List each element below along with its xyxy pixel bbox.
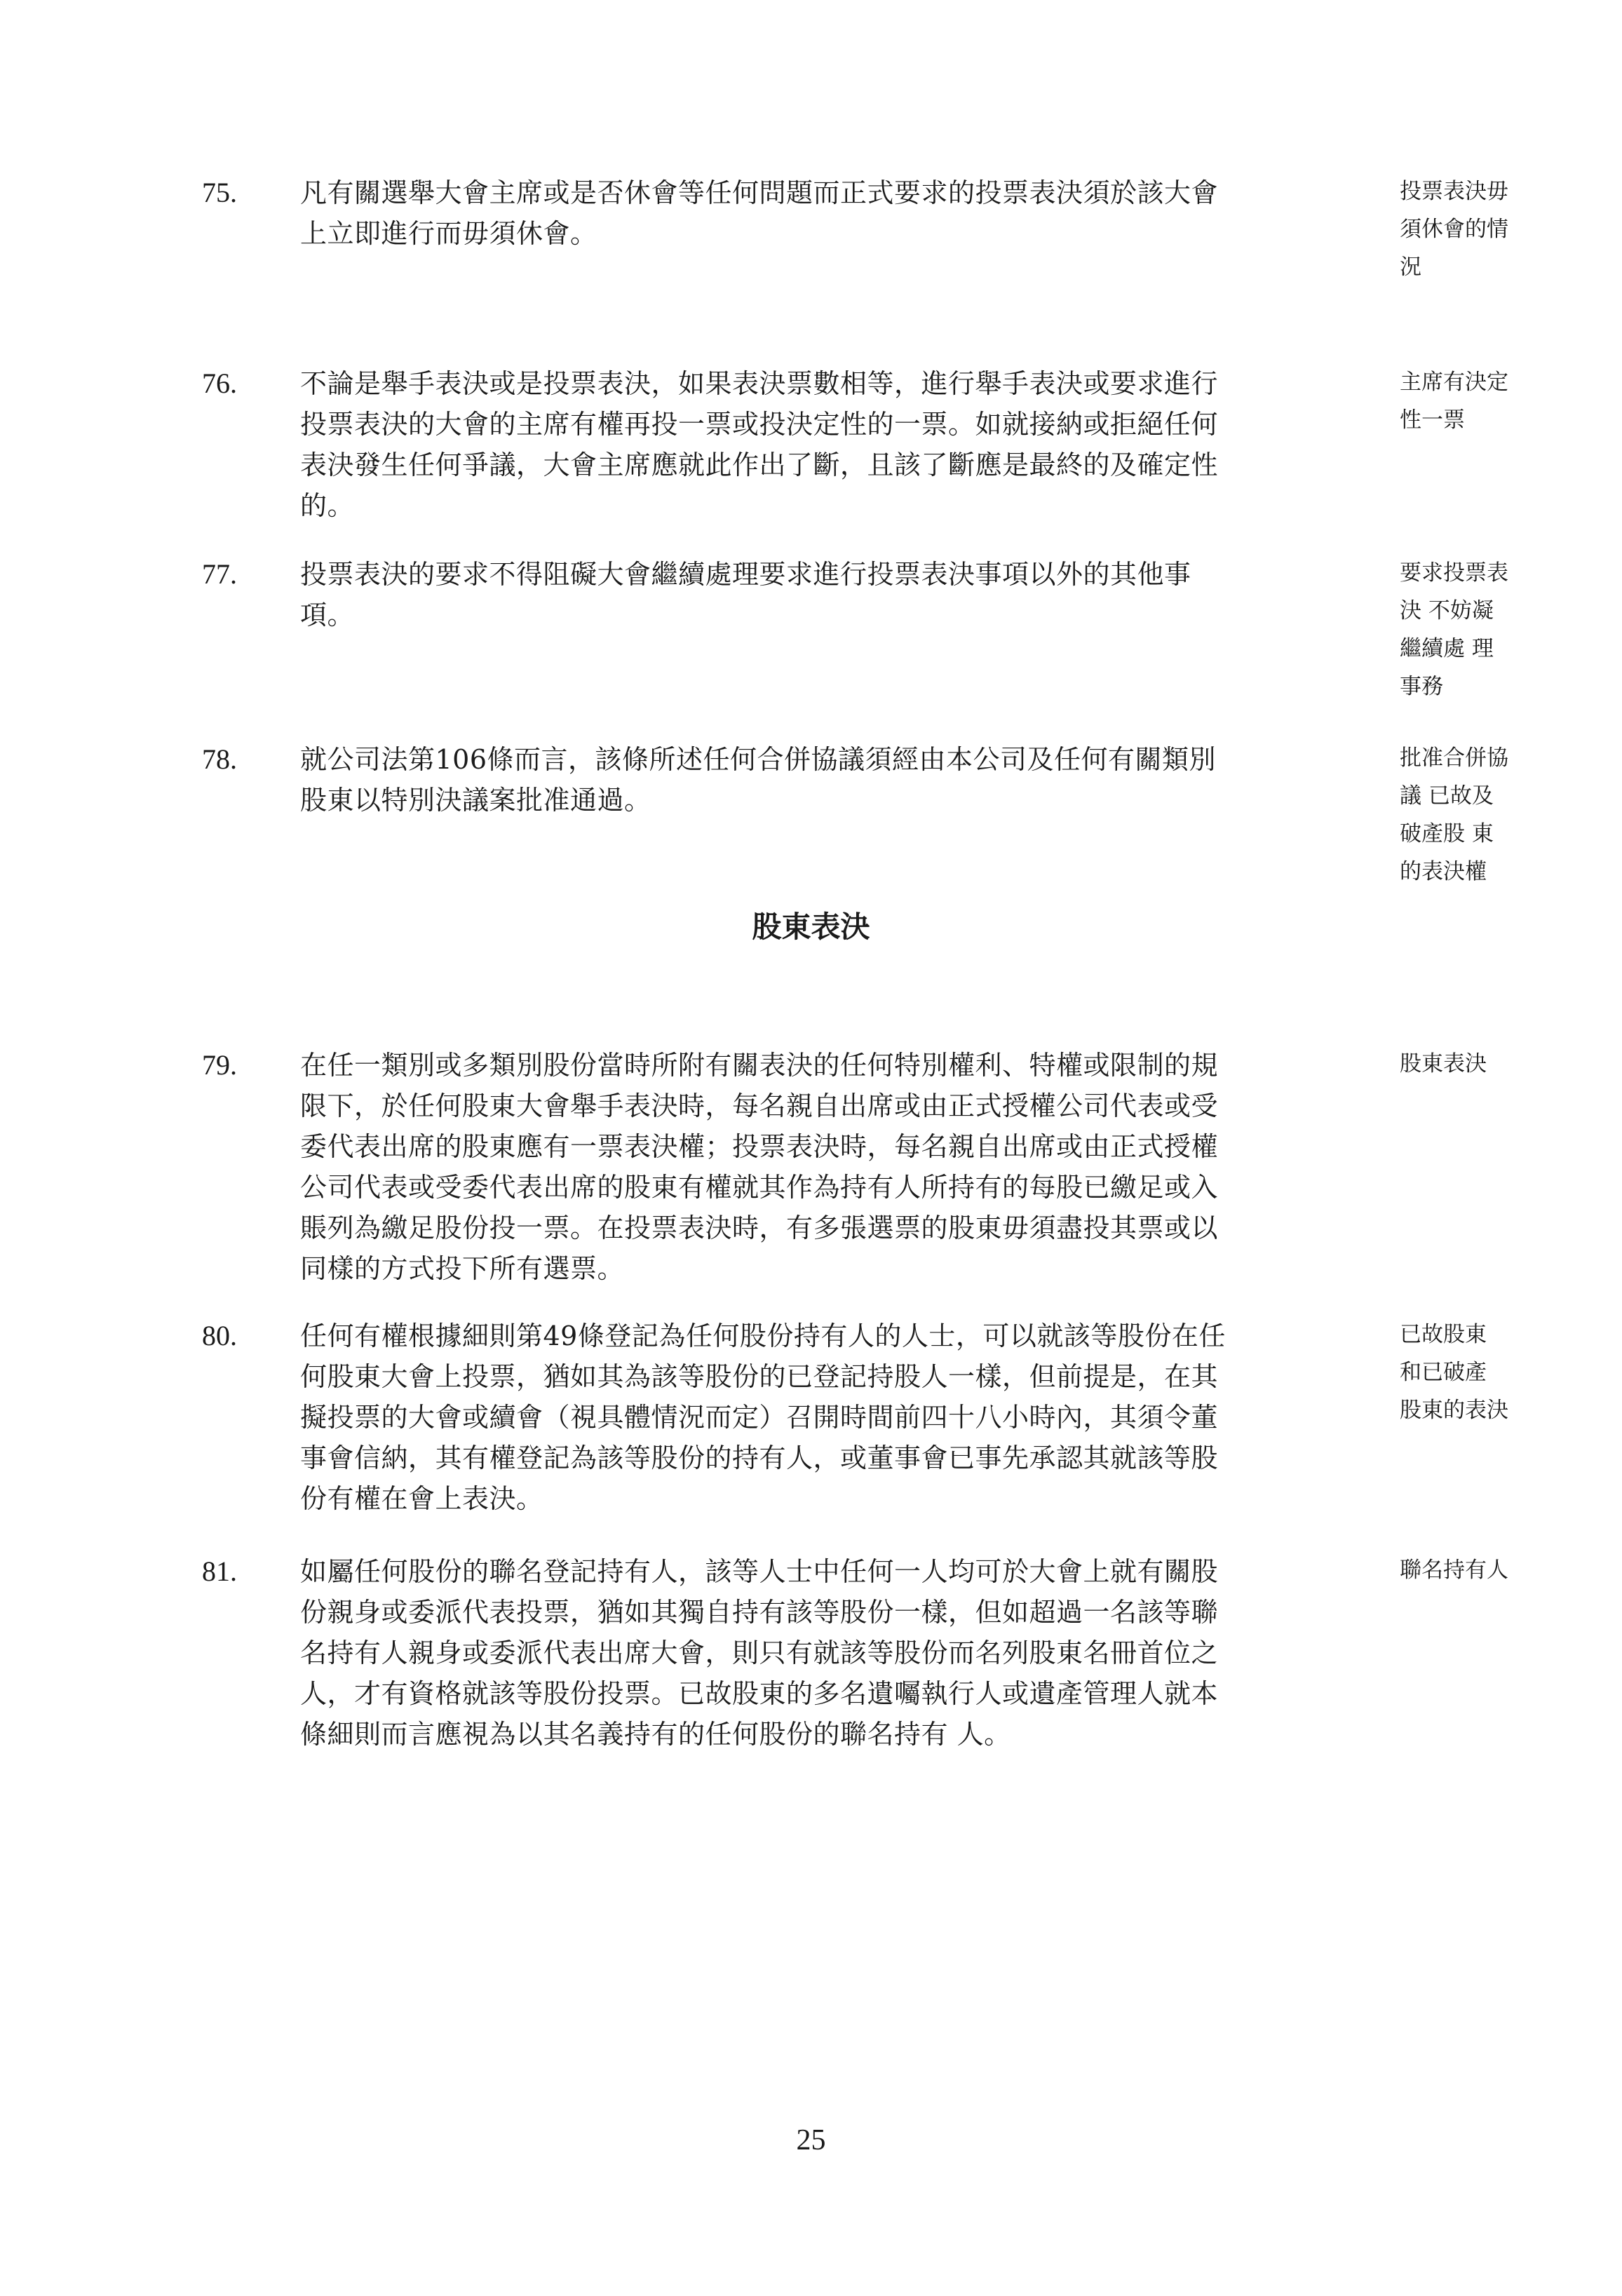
margin-note-line: 的表決權 [1400,859,1487,884]
clause-line: 份有權在會上表決。 [300,1483,543,1514]
margin-note-line: 批准合併協 [1400,745,1508,771]
margin-note [1400,554,1561,705]
clause-number: 75. [202,177,237,208]
clause-line: 擬投票的大會或續會（視具體情況而定）召開時間前四十八小時內，其須令董 [300,1402,1219,1433]
clause-line: 任何有權根據細則第49條登記為任何股份持有人的人士，可以就該等股份在任 [300,1321,1226,1351]
clause-line: 的。 [300,490,355,521]
section-heading: 股東表決 [752,910,870,944]
clause-number: 78. [202,743,237,775]
clause-text [300,363,1352,526]
margin-note-line: 聯名持有人 [1400,1558,1508,1583]
clause-line: 賬列為繳足股份投一票。在投票表決時，有多張選票的股東毋須盡投其票或以 [300,1213,1219,1243]
margin-note [1400,363,1561,439]
margin-note-line: 須休會的情 [1400,217,1508,242]
clause-number: 79. [202,1049,237,1081]
page-number: 25 [796,2124,826,2156]
clause-line: 條細則而言應視為以其名義持有的任何股份的聯名持有 人。 [300,1719,1011,1750]
margin-note [1400,1551,1561,1589]
margin-note-line: 事務 [1400,674,1443,699]
clause-text [300,1316,1352,1519]
clause-text [300,173,1352,254]
clause-line: 項。 [300,600,355,630]
clause-line: 人，才有資格就該等股份投票。已故股東的多名遺囑執行人或遺產管理人就本 [300,1678,1219,1709]
clause-line: 投票表決的要求不得阻礙大會繼續處理要求進行投票表決事項以外的其他事 [300,559,1191,590]
clause-line: 同樣的方式投下所有選票。 [300,1253,625,1284]
margin-note [1400,1316,1561,1429]
clause-line: 何股東大會上投票，猶如其為該等股份的已登記持股人一樣，但前提是，在其 [300,1361,1219,1392]
clause-line: 上立即進行而毋須休會。 [300,218,597,249]
margin-note-line: 投票表決毋 [1400,179,1508,204]
clause-line: 不論是舉手表決或是投票表決，如果表決票數相等，進行舉手表決或要求進行 [300,368,1219,399]
margin-note-line: 繼續處 理 [1400,636,1494,661]
clause-line: 事會信納，其有權登記為該等股份的持有人，或董事會已事先承認其就該等股 [300,1443,1219,1473]
margin-note [1400,1045,1561,1083]
margin-note-line: 股東表決 [1400,1051,1487,1076]
clause-text [300,739,1352,821]
clause-text [300,1045,1352,1289]
clause-number: 76. [202,367,237,399]
clause-text [300,554,1352,635]
clause-number: 81. [202,1555,237,1587]
margin-note-line: 性一票 [1400,407,1465,433]
clause-line: 表決發生任何爭議，大會主席應就此作出了斷，且該了斷應是最終的及確定性 [300,450,1219,480]
clause-number: 77. [202,558,237,590]
margin-note [1400,173,1561,286]
clause-line: 限下，於任何股東大會舉手表決時，每名親自出席或由正式授權公司代表或受 [300,1090,1219,1121]
clause-line: 如屬任何股份的聯名登記持有人，該等人士中任何一人均可於大會上就有關股 [300,1556,1219,1587]
clause-line: 投票表決的大會的主席有權再投一票或投決定性的一票。如就接納或拒絕任何 [300,409,1219,440]
margin-note-line: 和已破產 [1400,1360,1487,1385]
clause-number: 80. [202,1320,237,1351]
clause-line: 委代表出席的股東應有一票表決權；投票表決時，每名親自出席或由正式授權 [300,1131,1219,1162]
margin-note-line: 破產股 東 [1400,821,1494,846]
margin-note-line: 議 已故及 [1400,783,1494,809]
margin-note-line: 已故股東 [1400,1322,1487,1347]
clause-line: 在任一類別或多類別股份當時所附有關表決的任何特別權利、特權或限制的規 [300,1050,1219,1081]
clause-line: 份親身或委派代表投票，猶如其獨自持有該等股份一樣，但如超過一名該等聯 [300,1597,1219,1628]
margin-note-line: 況 [1400,255,1421,280]
clause-line: 公司代表或受委代表出席的股東有權就其作為持有人所持有的每股已繳足或入 [300,1172,1219,1203]
clause-text [300,1551,1352,1755]
margin-note-line: 要求投票表 [1400,560,1508,586]
margin-note [1400,739,1561,891]
clause-line: 名持有人親身或委派代表出席大會，則只有就該等股份而名列股東名冊首位之 [300,1637,1219,1668]
clause-line: 股東以特別決議案批准通過。 [300,785,651,816]
clause-line: 就公司法第106條而言，該條所述任何合併協議須經由本公司及任何有關類別 [300,744,1217,775]
margin-note-line: 股東的表決 [1400,1398,1508,1423]
clause-line: 凡有關選舉大會主席或是否休會等任何問題而正式要求的投票表決須於該大會 [300,177,1219,208]
margin-note-line: 決 不妨凝 [1400,598,1494,623]
margin-note-line: 主席有決定 [1400,370,1508,395]
